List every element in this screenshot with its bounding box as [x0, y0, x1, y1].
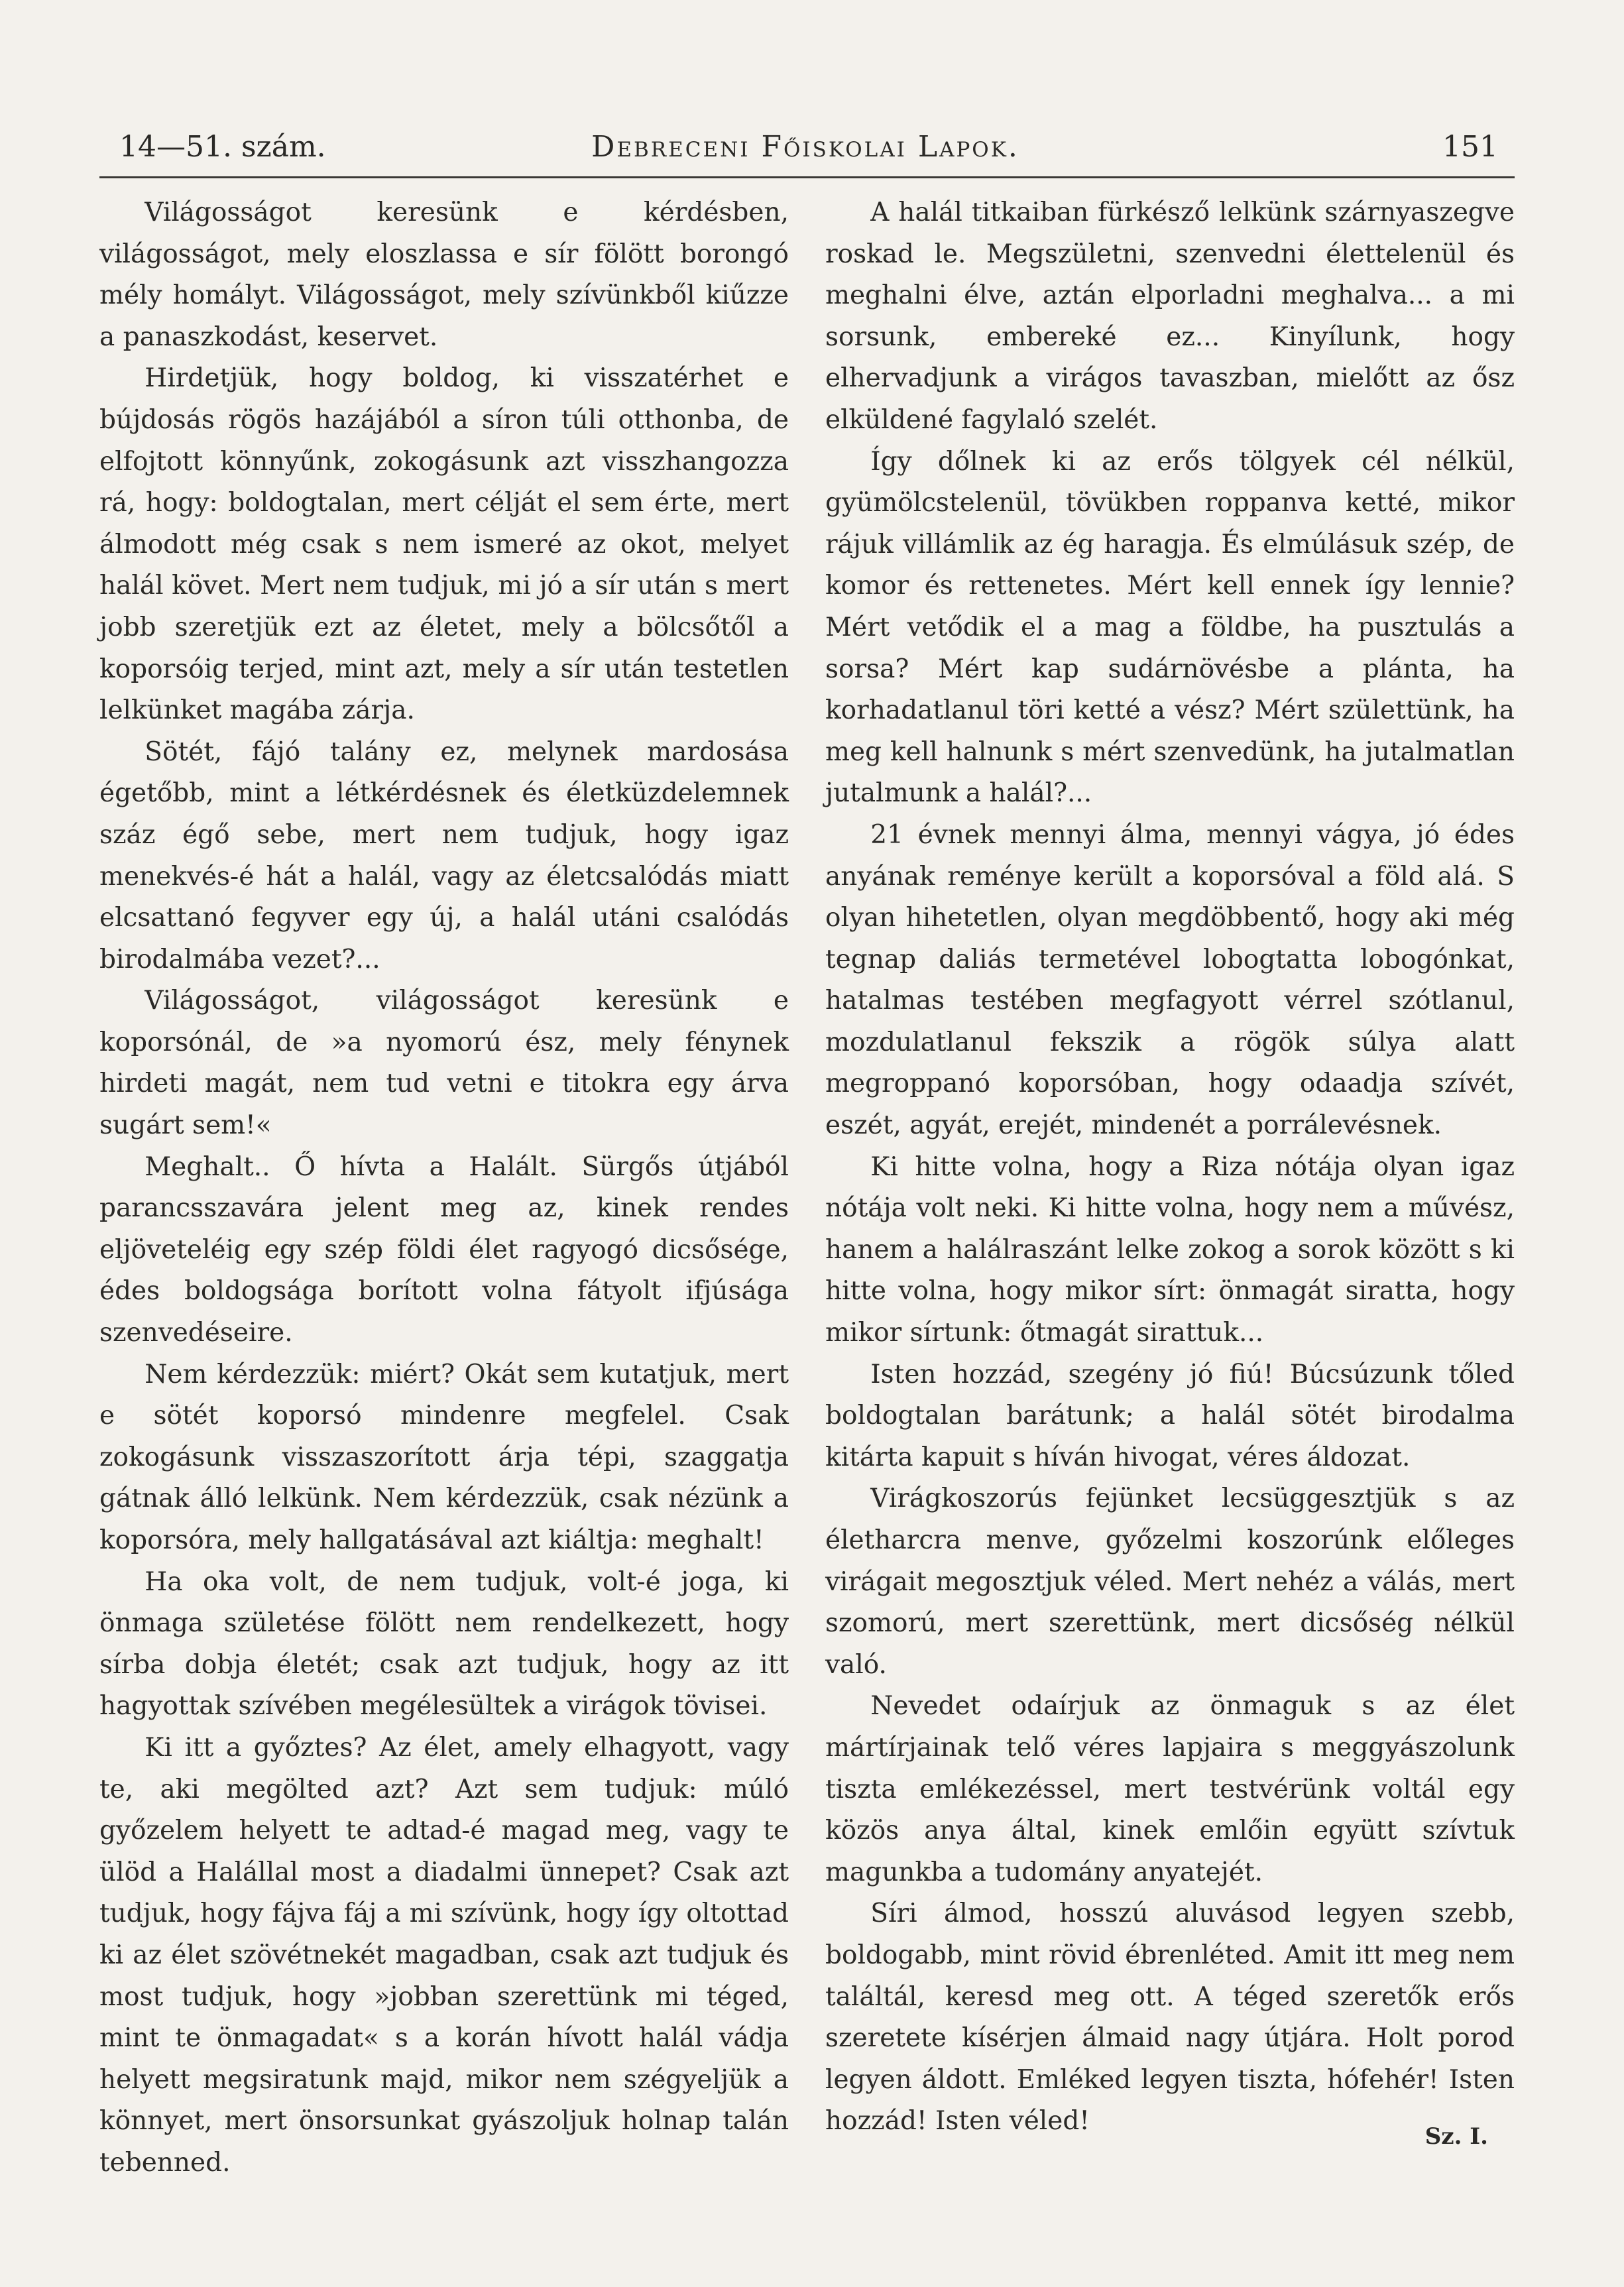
paragraph: Világosságot, világosságot keresünk e koporsónál, de »a nyomorú ész, mely fénynek hirdeti magát, nem tud vetni e titokra egy árva sugárt sem!« — [99, 986, 789, 1141]
paragraph: Nevedet odaírjuk az önmaguk s az élet mártírjainak telő véres lapjaira s meggyászolunk tiszta emlékezéssel, mert testvérünk voltál egy közös anya által, kinek emlőin együtt szívtuk magunkba a tudomány anyatejét. — [825, 1691, 1515, 1887]
paragraph: Hirdetjük, hogy boldog, ki visszatérhet e bújdosás rögös hazájából a síron túli otthonba, de elfojtott könnyűnk, zokogásunk azt visszhangozza rá, hogy: boldogtalan, mert célját el sem érte, mert álmodott még csak s nem ismeré az okot, melyet halál követ. Mert nem tudjuk, mi jó a sír után s mert jobb szeretjük ezt az életet, mely a bölcsőtől a koporsóig terjed, mint azt, mely a sír után testetlen lelkünket magába zárja. — [99, 363, 789, 726]
right-column — [825, 192, 1515, 2158]
paragraph: Isten hozzád, szegény jó fiú! Búcsúzunk tőled boldogtalan barátunk; a halál sötét birodalma kitárta kapuit s híván hivogat, véres áldozat. — [825, 1359, 1515, 1472]
paragraph: Meghalt.. Ő hívta a Halált. Sürgős útjából parancsszavára jelent meg az, kinek rendes eljöveteléig egy szép földi élet ragyogó dicsősége, édes boldogsága borított volna fátyolt ifjúsága szenvedéseire. — [99, 1151, 789, 1348]
paragraph: Ha oka volt, de nem tudjuk, volt-é joga, ki önmaga születése fölött nem rendelkezett, hogy sírba dobja életét; csak azt tudjuk, hogy az itt hagyottak szívében megélesültek a virágok tövisei. — [99, 1566, 789, 1722]
page-number: 151 — [1442, 130, 1498, 164]
paragraph: A halál titkaiban fürkésző lelkünk szárnyaszegve roskad le. Megszületni, szenvedni élettelenül és meghalni élve, aztán elporladni meghalva... a mi sorsunk, embereké ez... Kinyílunk, hogy elhervadjunk a virágos tavaszban, mielőtt az ősz elküldené fagylaló szelét. — [825, 198, 1515, 435]
paragraph: Síri álmod, hosszú aluvásod legyen szebb, boldogabb, mint rövid ébrenléted. Amit itt meg nem találtál, keresd meg ott. A téged szeretők erős szeretete kísérjen álmaid nagy útjára. Holt porod legyen áldott. Emléked legyen tiszta, hófehér! Isten hozzád! Isten véled! — [825, 1899, 1515, 2137]
paragraph: Nem kérdezzük: miért? Okát sem kutatjuk, mert e sötét koporsó mindenre megfelel. Csak zokogásunk visszaszorított árja tépi, szaggatja gátnak álló lelkünk. Nem kérdezzük, csak nézünk a koporsóra, mely hallgatásával azt kiáltja: meghalt! — [99, 1359, 789, 1555]
left-column — [99, 192, 789, 2184]
paragraph: Virágkoszorús fejünket lecsüggesztjük s az életharcra menve, győzelmi koszorúnk előleges virágait megosztjuk véled. Mert nehéz a válás, mert szomorú, mert szerettünk, mert dicsőség nélkül való. — [825, 1484, 1515, 1680]
page-header — [99, 130, 1511, 176]
paragraph: 21 évnek mennyi álma, mennyi vágya, jó édes anyának reménye került a koporsóval a föld alá. S olyan hihetetlen, olyan megdöbbentő, hogy aki még tegnap daliás termetével lobogtatta lobogónkat, hatalmas testében megfagyott vérrel szótlanul, mozdulatlanul fekszik a rögök súlya alatt megroppanó koporsóban, hogy odaadja szívét, eszét, agyát, erejét, mindenét a porrálevésnek. — [825, 819, 1515, 1141]
header-rule — [99, 176, 1515, 178]
journal-title: Debreceni Főiskolai Lapok. — [591, 130, 1019, 164]
paragraph: Ki itt a győztes? Az élet, amely elhagyott, vagy te, aki megölted azt? Azt sem tudjuk: múló győzelem helyett te adtad-é magad meg, vagy te ülöd a Halállal most a diadalmi ünnepet? Csak azt tudjuk, hogy fájva fáj a mi szívünk, hogy így oltottad ki az élet szövétnekét magadban, csak azt tudjuk és most tudjuk, hogy »jobban szerettünk mi téged, mint te önmagadat« s a korán hívott halál vádja helyett megsiratunk majd, mikor nem szégyeljük a könnyet, mert önsorsunkat gyászoljuk holnap talán tebenned. — [99, 1732, 789, 2178]
paragraph: Sötét, fájó talány ez, melynek mardosása égetőbb, mint a létkérdésnek és életküzdelemnek száz égő sebe, mert nem tudjuk, hogy igaz menekvés-é hát a halál, vagy az életcsalódás miatt elcsattanó fegyver egy új, a halál utáni csalódás birodalmába vezet?... — [99, 736, 789, 974]
issue-number: 14—51. szám. — [119, 130, 326, 164]
paragraph: Világosságot keresünk e kérdésben, világosságot, mely eloszlassa e sír fölött borongó mély homályt. Világosságot, mely szívünkből kiűzze a panaszkodást, keservet. — [99, 198, 789, 352]
paragraph: Így dőlnek ki az erős tölgyek cél nélkül, gyümölcstelenül, tövükben roppanva ketté, mikor rájuk villámlik az ég haragja. És elmúlásuk szép, de komor és rettenetes. Mért kell ennek így lennie? Mért vetődik el a mag a földbe, ha pusztulás a sorsa? Mért kap sudárnövésbe a plánta, ha korhadatlanul töri ketté a vész? Mért születtünk, ha meg kell halnunk s mért szenvedünk, ha jutalmatlan jutalmunk a halál?... — [825, 446, 1515, 809]
paragraph: Ki hitte volna, hogy a Riza nótája olyan igaz nótája volt neki. Ki hitte volna, hogy nem a művész, hanem a halálraszánt lelke zokog a sorok között s ki hitte volna, hogy mikor sírt: önmagát siratta, hogy mikor sírtunk: őtmagát sirattuk... — [825, 1151, 1515, 1348]
author-signature: Sz. I. — [1424, 2123, 1488, 2150]
